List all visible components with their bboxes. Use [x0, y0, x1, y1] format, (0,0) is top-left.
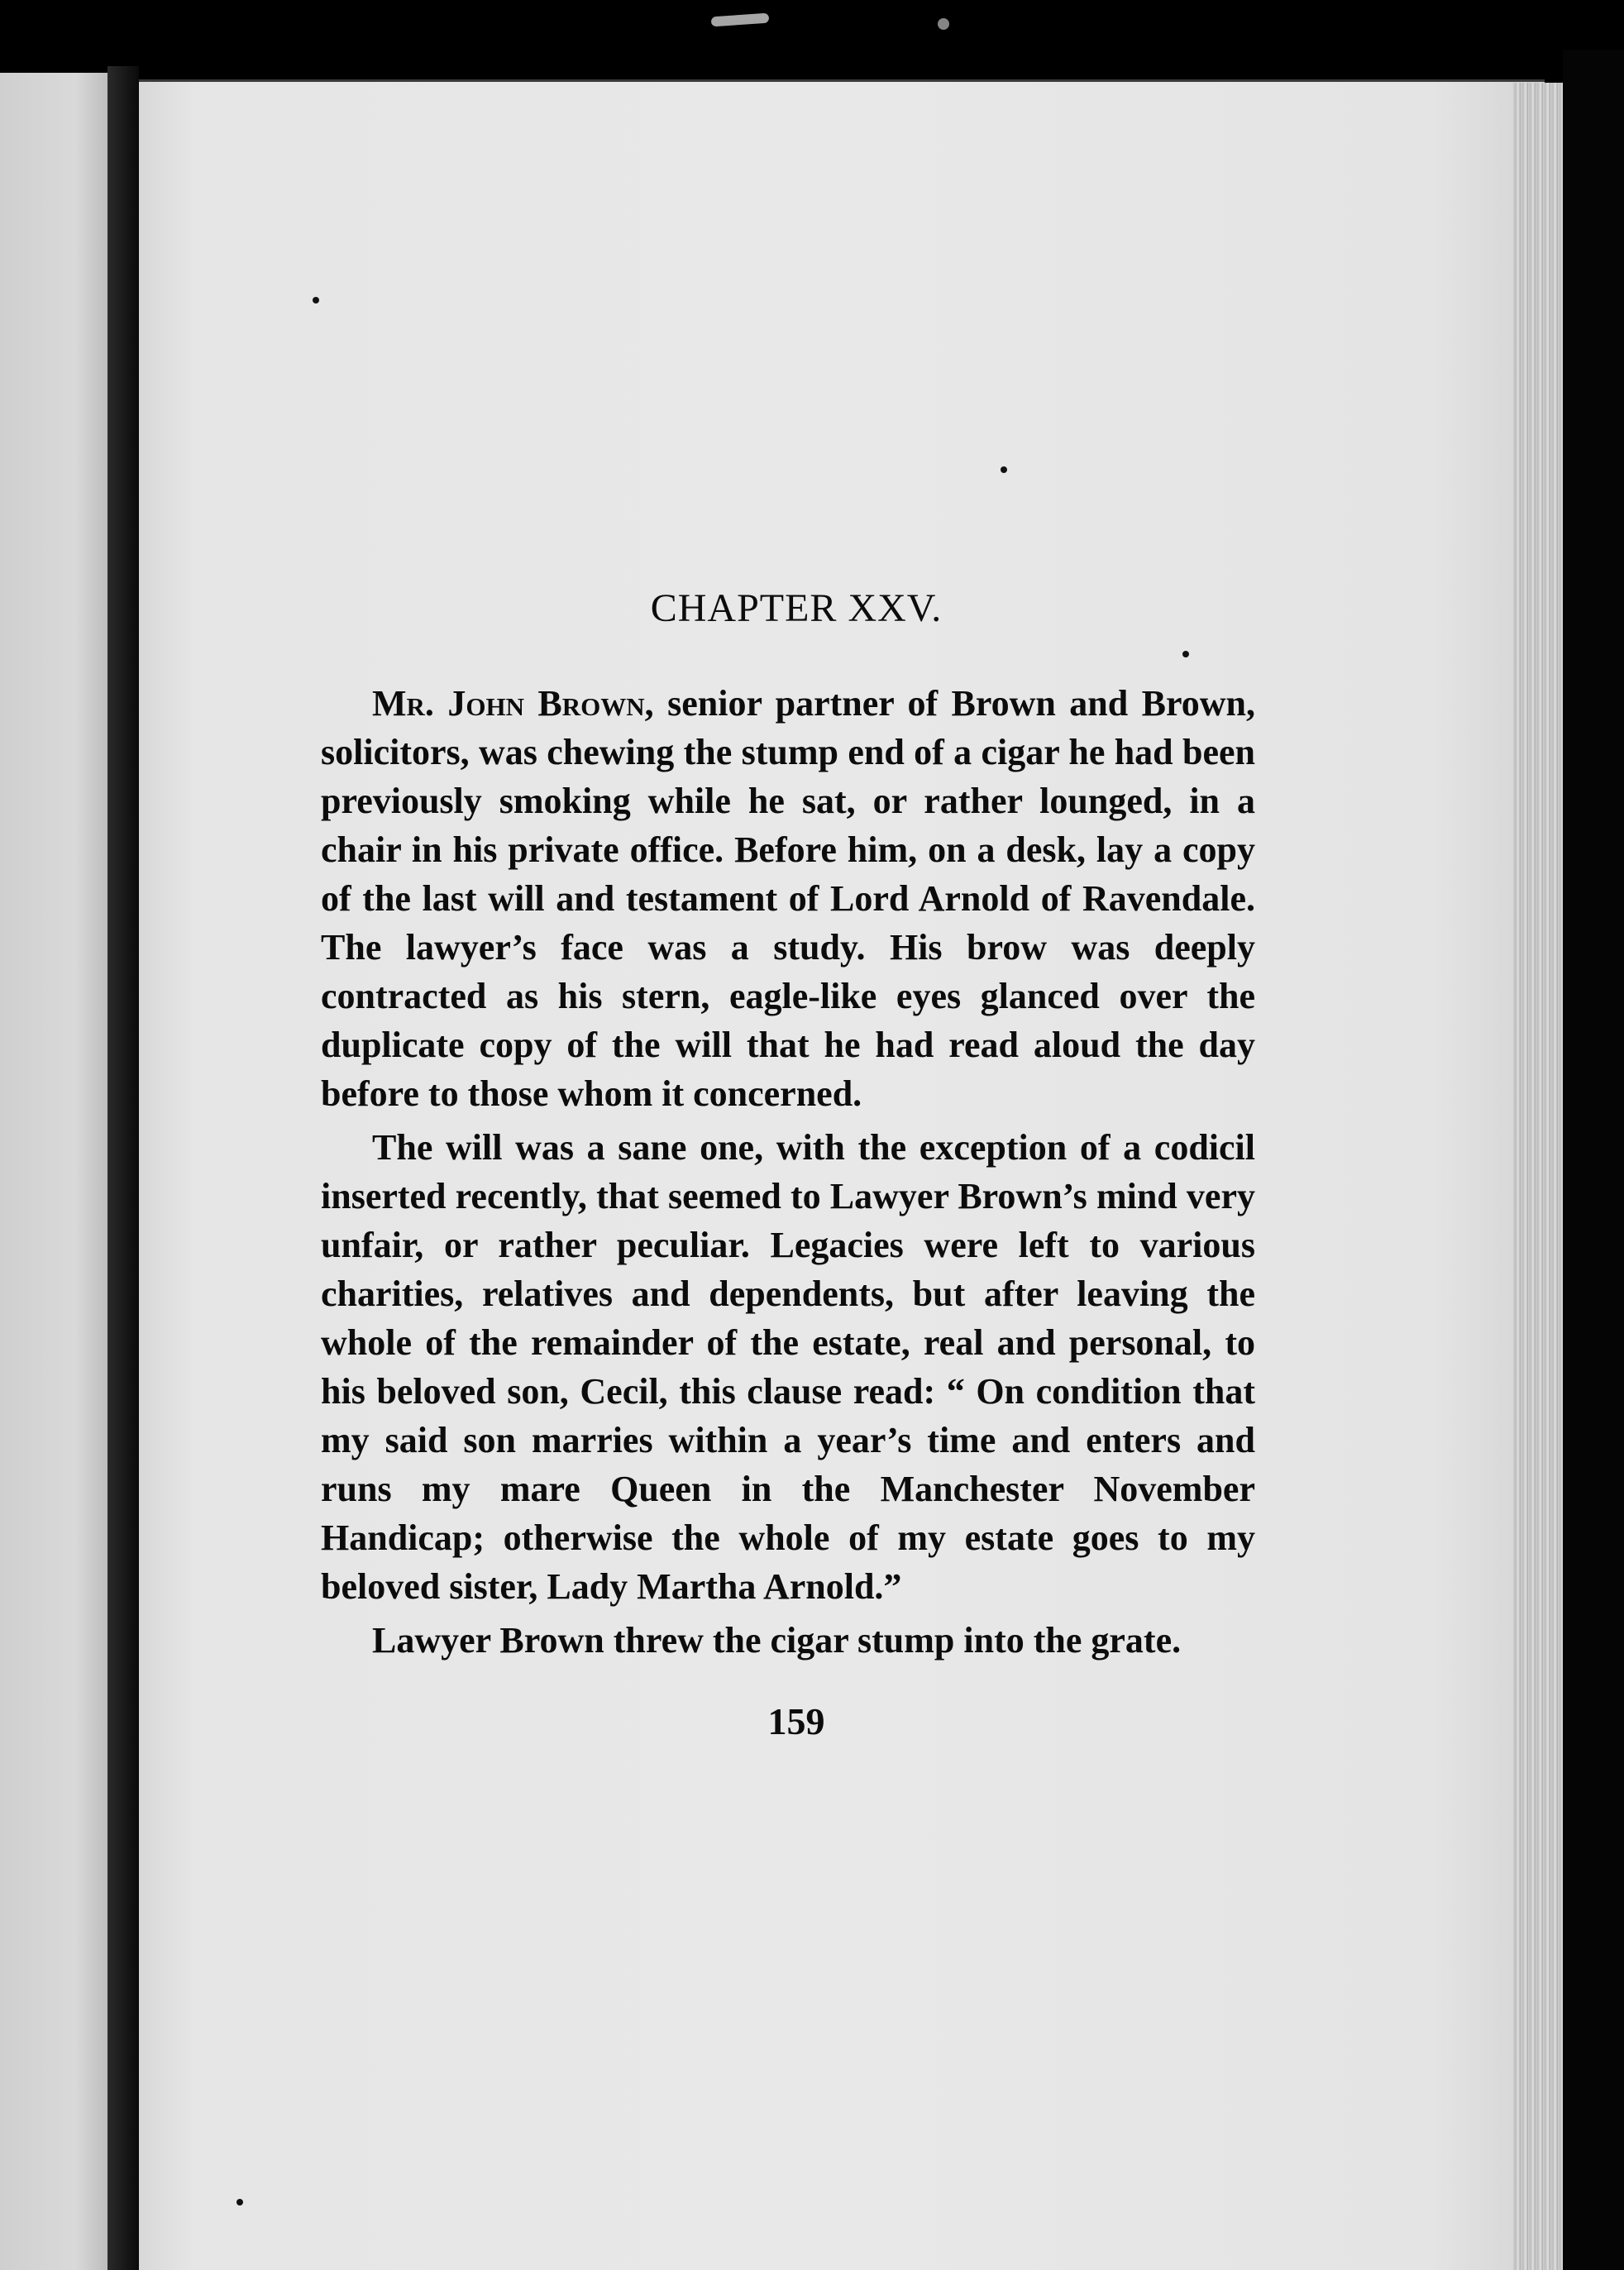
page-speck: [1001, 466, 1007, 473]
page-number: 159: [767, 1699, 825, 1742]
page-text: [321, 587, 1255, 1743]
chapter-title: CHAPTER XXV.: [650, 586, 943, 630]
paragraph: [321, 1616, 1255, 1665]
paragraph: [321, 679, 1255, 1118]
paragraph-text: Lawyer Brown threw the cigar stump into the grate.: [372, 1619, 1182, 1661]
previous-page-edge: [0, 73, 107, 2270]
paragraph-lead-smallcaps: Mr. John Brown,: [372, 682, 654, 724]
book-gutter-shadow: [107, 66, 139, 2270]
page-speck: [313, 297, 319, 303]
page-speck: [236, 2199, 243, 2205]
scan-artifact-dot: [938, 18, 949, 30]
paragraph-text: The will was a sane one, with the exception of a codicil inserted recently, that seemed to Lawyer Brown’s mind very unfair, or rather peculiar. Legacies were left to various charities, relatives and dependents, but after leaving the whole of the remainder of the estate, real and personal, to his beloved son, Cecil, this clause read: “ On condition that my said son marries within a year’s time and enters and runs my mare Queen in the Manchester November Handicap; otherwise the whole of my estate goes to my beloved sister, Lady Martha Arnold.”: [321, 1126, 1255, 1607]
scanner-border: [1563, 50, 1624, 2270]
page-stack-edge: [1513, 83, 1563, 2270]
paragraph: [321, 1123, 1255, 1611]
paragraph-text: senior partner of Brown and Brown, solicitors, was chewing the stump end of a cigar he had been previously smoking while he sat, or rather lounged, in a chair in his private office. Before him, on a desk, lay a copy of the last will and testament of Lord Arnold of Ravendale. The lawyer’s face was a study. His brow was deeply contracted as his stern, eagle-like eyes glanced over the duplicate copy of the will that he had read aloud the day before to those whom it concerned.: [321, 682, 1256, 1114]
scan-artifact-mark: [711, 13, 770, 27]
